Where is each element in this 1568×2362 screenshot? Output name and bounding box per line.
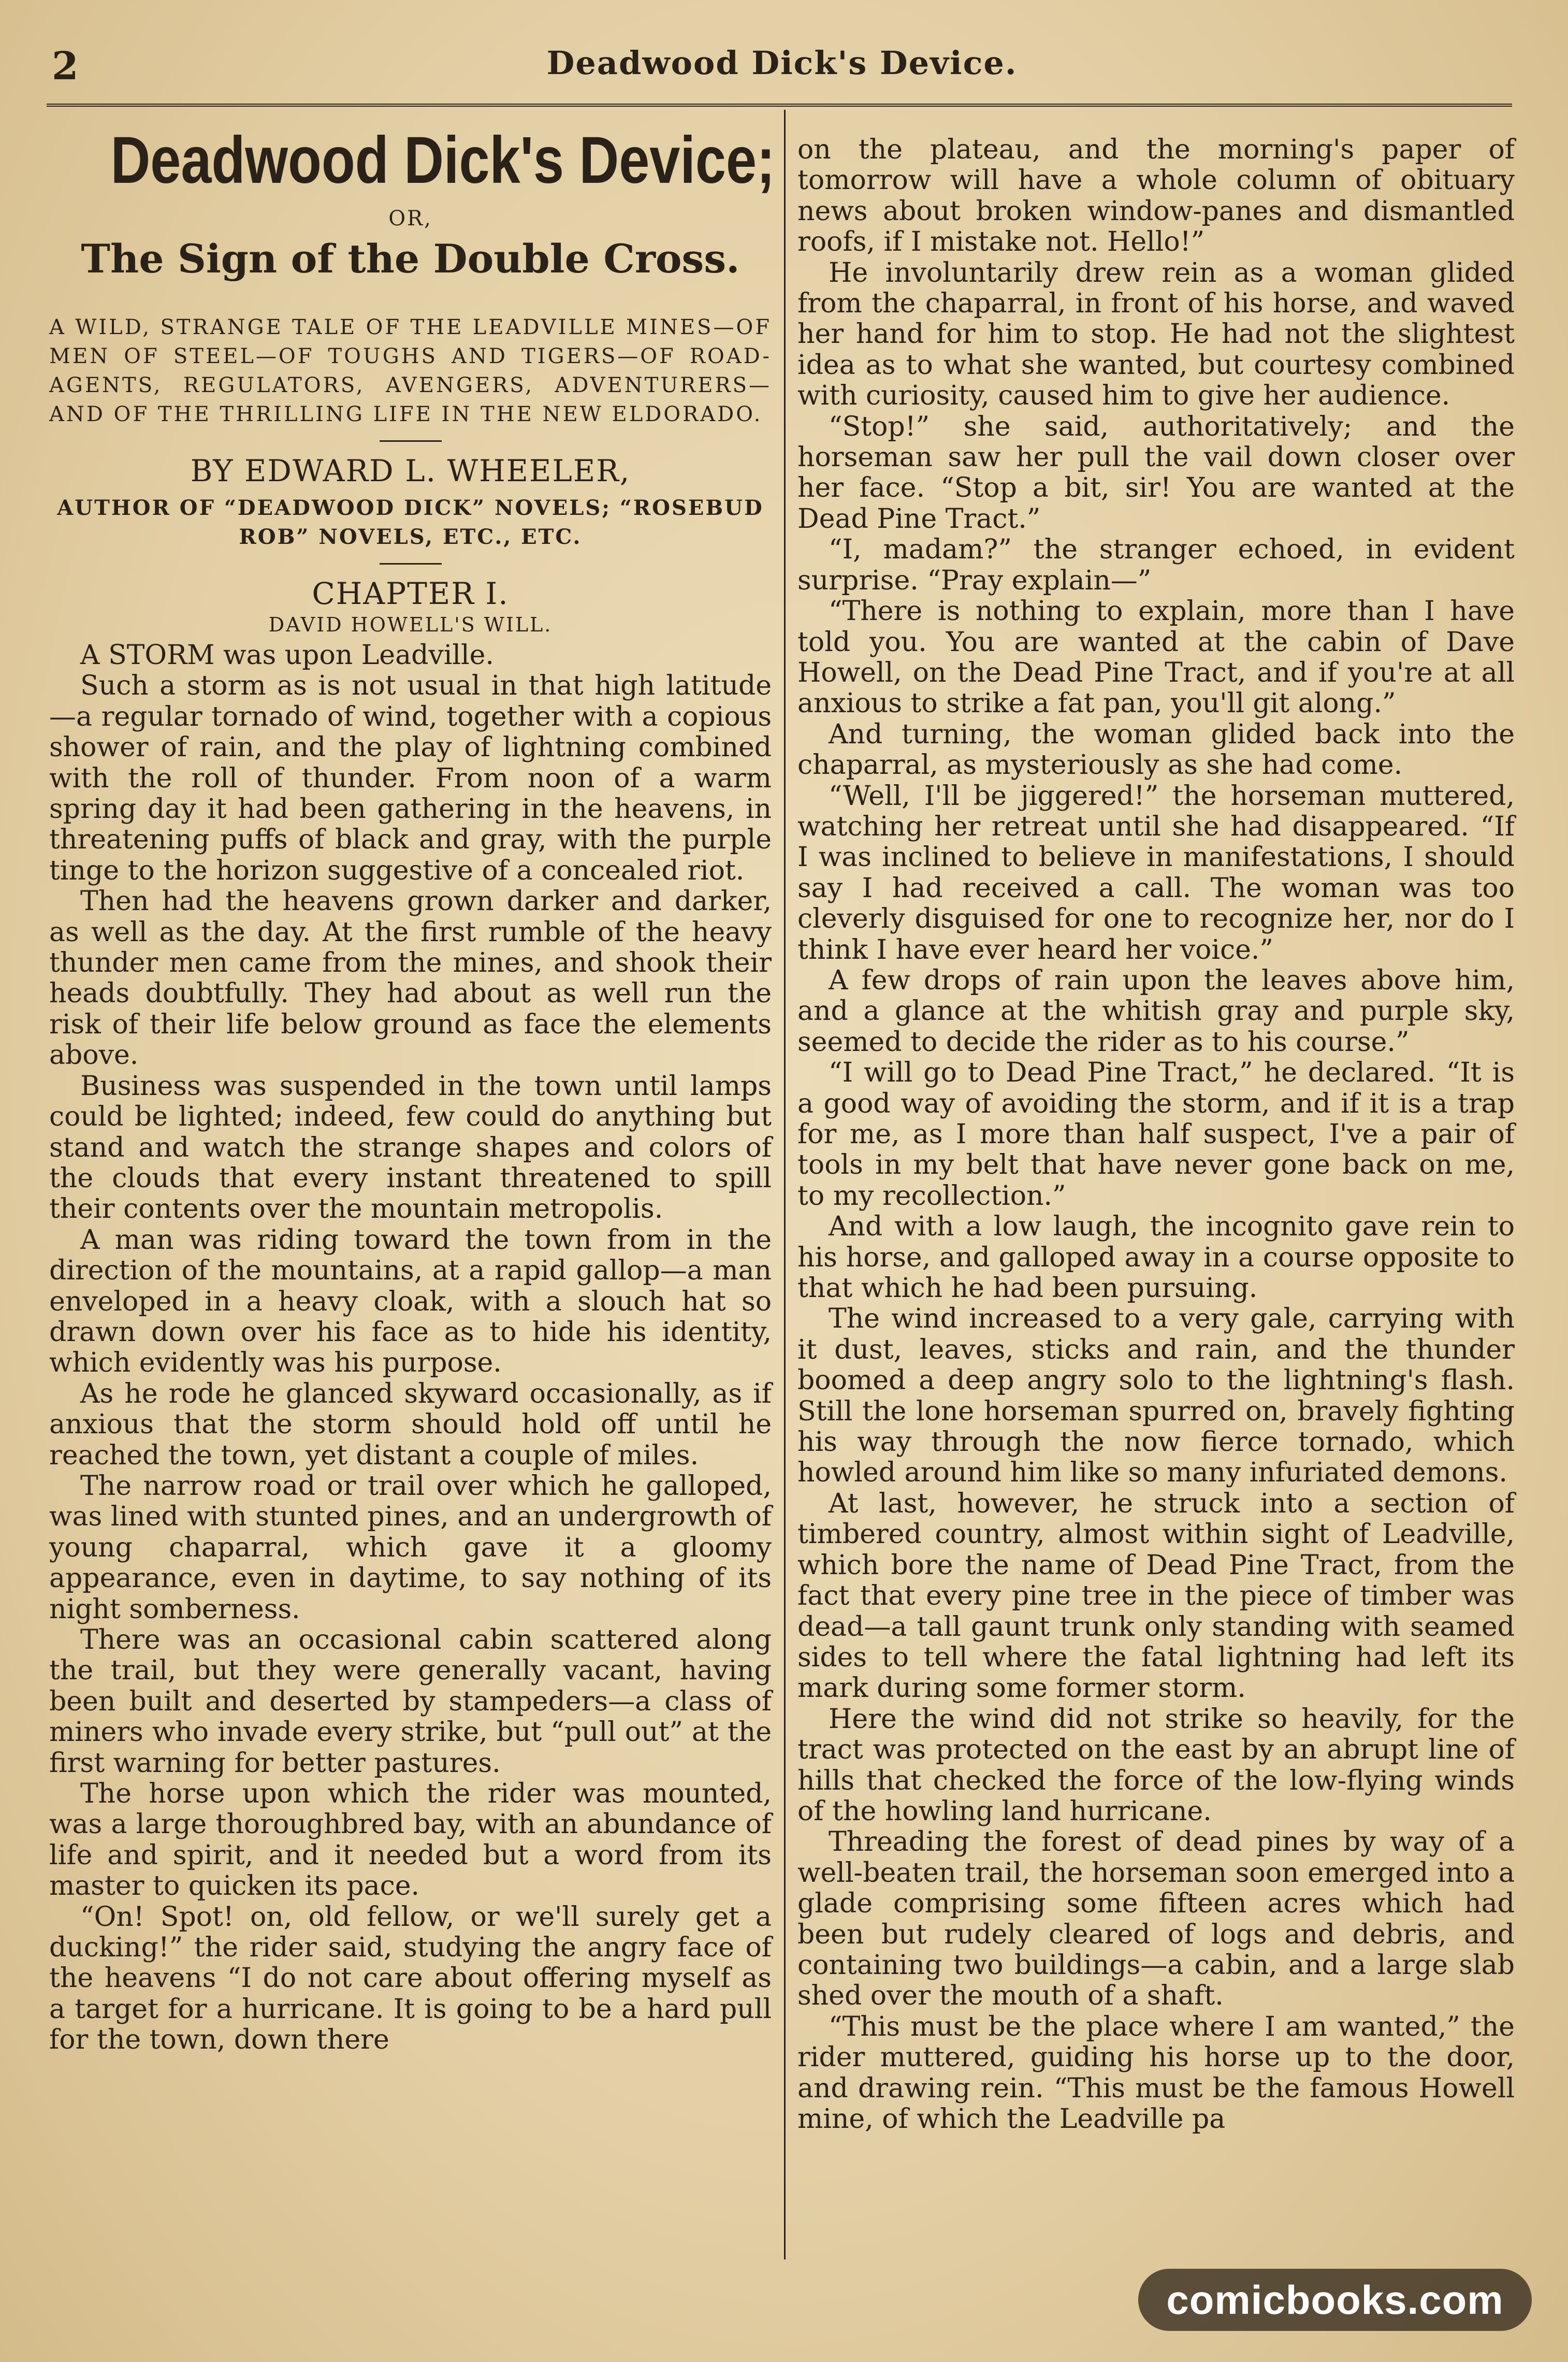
body-paragraph: A few drops of rain upon the leaves above him, and a glance at the whitish gray and purple sky, seemed to decide the rider as to his course.”: [797, 964, 1515, 1058]
body-paragraph: Such a storm as is not usual in that high latitude—a regular tornado of wind, together with a copious shower of rain, and the play of lightning combined with the roll of thunder. From noon of a warm spring day it had been gathering in the heavens, in threatening puffs of black and gray, with the purple tinge to the horizon suggestive of a concealed riot.: [49, 670, 772, 886]
body-paragraph: A man was riding toward the town from in the direction of the mountains, at a rapid gallop—a man enveloped in a heavy cloak, with a slouch hat so drawn down over his face as to hide his identity, which evidently was his purpose.: [49, 1224, 772, 1379]
story-title: Deadwood Dick's Device;: [110, 123, 775, 197]
body-paragraph: There was an occasional cabin scattered along the trail, but they were generally vacant, having been built and deserted by stampeders—a class of miners who invade every strike, but “pull out” at the first warning for better pastures.: [49, 1624, 772, 1779]
author-credits: AUTHOR OF “DEADWOOD DICK” NOVELS; “ROSEBUD ROB” NOVELS, ETC., ETC.: [57, 496, 764, 549]
body-paragraph: A STORM was upon Leadville.: [80, 640, 494, 671]
short-rule: [380, 563, 442, 565]
body-paragraph: He involuntarily drew rein as a woman glided from the chaparral, in front of his horse, and waved her hand for him to stop. He had not the slightest idea as to what she wanted, but courtesy combined with curiosity, caused him to give her audience.: [797, 257, 1515, 412]
header-rule: [47, 104, 1512, 107]
body-paragraph: Business was suspended in the town until lamps could be lighted; indeed, few could do anything but stand and watch the strange shapes and colors of the clouds that every instant threatened to spill their contents over the mountain metropolis.: [49, 1070, 772, 1225]
body-paragraph: “I will go to Dead Pine Tract,” he declared. “It is a good way of avoiding the storm, and if it is a trap for me, as I more than half suspect, I've a pair of tools in my belt that have never gone back on me, to my recollection.”: [797, 1057, 1515, 1212]
chapter-title: DAVID HOWELL'S WILL.: [268, 613, 553, 636]
column-divider: [784, 110, 786, 2259]
page-header: [47, 44, 1517, 101]
body-paragraph: Threading the forest of dead pines by way of a well-beaten trail, the horseman soon emerged into a glade comprising some fifteen acres which had been but rudely cleared of logs and debris, and containing two buildings—a cabin, and a large slab shed over the mouth of a shaft.: [797, 1826, 1515, 2012]
left-body: [49, 640, 772, 2056]
body-paragraph: “Well, I'll be jiggered!” the horseman muttered, watching her retreat until she had disappeared. “If I was inclined to believe in manifestations, I should say I had received a call. The woman was too cleverly disguised for one to recognize her, nor do I think I have ever heard her voice.”: [797, 780, 1515, 966]
body-paragraph: At last, however, he struck into a section of timbered country, almost within sight of Leadville, which bore the name of Dead Pine Tract, from the fact that every pine tree in the piece of timber was dead—a tall gaunt trunk only standing with seamed sides to tell where the fatal lightning had left its mark during some former storm.: [797, 1488, 1515, 1704]
byline: BY EDWARD L. WHEELER,: [190, 453, 631, 488]
right-body: [797, 135, 1515, 2135]
short-rule: [380, 440, 442, 442]
left-column: [49, 122, 775, 2056]
body-paragraph: on the plateau, and the morning's paper of tomorrow will have a whole column of obituary news about broken window-panes and dismantled roofs, if I mistake not. Hello!”: [797, 134, 1515, 258]
body-paragraph: “On! Spot! on, old fellow, or we'll surely get a ducking!” the rider said, studying the angry face of the heavens “I do not care about offering myself as a target for a hurricane. It is going to be a hard pull for the town, down there: [49, 1901, 772, 2056]
body-paragraph: The horse upon which the rider was mounted, was a large thoroughbred bay, with an abundance of life and spirit, and it needed but a word from its master to quicken its pace.: [49, 1778, 772, 1902]
body-paragraph: And with a low laugh, the incognito gave rein to his horse, and galloped away in a course opposite to that which he had been pursuing.: [797, 1211, 1515, 1304]
body-paragraph: Here the wind did not strike so heavily, for the tract was protected on the east by an abrupt line of hills that checked the force of the low-flying winds of the howling land hurricane.: [797, 1703, 1515, 1827]
watermark-badge: comicbooks.com: [1138, 2269, 1532, 2331]
body-paragraph: And turning, the woman glided back into the chaparral, as mysteriously as she had come.: [797, 718, 1515, 781]
title-or: OR,: [388, 207, 432, 231]
body-paragraph: The narrow road or trail over which he galloped, was lined with stunted pines, and an undergrowth of young chaparral, which gave it a gloomy appearance, even in daytime, to say nothing of its night somberness.: [49, 1470, 772, 1625]
right-column: [797, 135, 1515, 2135]
body-paragraph: “I, madam?” the stranger echoed, in evident surprise. “Pray explain—”: [797, 534, 1515, 596]
body-paragraph: The wind increased to a very gale, carrying with it dust, leaves, sticks and rain, and the thunder boomed a deep angry solo to the lightning's flash. Still the lone horseman spurred on, bravely fighting his way through the now fierce tornado, which howled around him like so many infuriated demons.: [797, 1303, 1515, 1489]
body-paragraph: “This must be the place where I am wanted,” the rider muttered, guiding his horse up to the door, and drawing rein. “This must be the famous Howell mine, of which the Leadville pa: [797, 2011, 1515, 2135]
page-number: 2: [52, 44, 79, 89]
running-title: Deadwood Dick's Device.: [546, 44, 1018, 82]
body-paragraph: As he rode he glanced skyward occasionally, as if anxious that the storm should hold off until he reached the town, yet distant a couple of miles.: [49, 1378, 772, 1471]
story-subtitle: The Sign of the Double Cross.: [81, 236, 740, 282]
body-paragraph: “There is nothing to explain, more than I have told you. You are wanted at the cabin of Dave Howell, on the Dead Pine Tract, and if you're at all anxious to strike a fat pan, you'll git along.”: [797, 596, 1515, 719]
body-paragraph: “Stop!” she said, authoritatively; and the horseman saw her pull the vail down closer over her face. “Stop a bit, sir! You are wanted at the Dead Pine Tract.”: [797, 411, 1515, 535]
story-blurb: A WILD, STRANGE TALE OF THE LEADVILLE MINES—OF MEN OF STEEL—OF TOUGHS AND TIGERS—OF ROAD-AGENTS, REGULATORS, AVENGERS, ADVENTURERS—AND OF THE THRILLING LIFE IN THE NEW ELDORADO.: [49, 315, 772, 426]
body-paragraph: Then had the heavens grown darker and darker, as well as the day. At the first rumble of the heavy thunder men came from the mines, and shook their heads doubtfully. They had about as well run the risk of their life below ground as face the elements above.: [49, 886, 772, 1071]
chapter-heading: CHAPTER I.: [312, 576, 509, 611]
